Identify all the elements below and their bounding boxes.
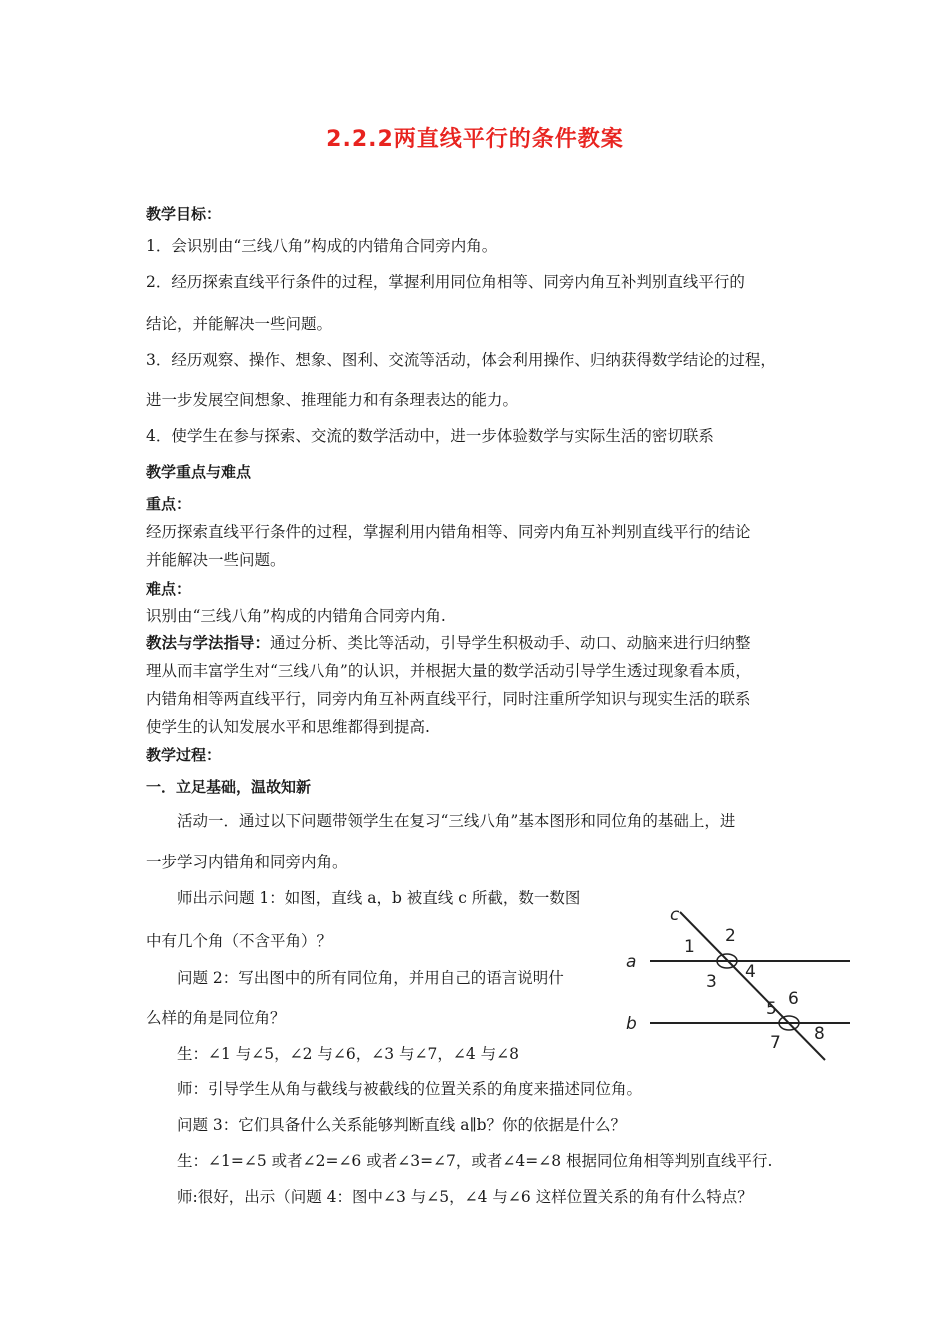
method-label: 教法与学法指导： — [146, 634, 271, 652]
difficult-heading: 难点： — [146, 580, 192, 598]
objective-2-line-2: 结论，并能解决一些问题。 — [146, 315, 333, 333]
angle-label-3: 3 — [706, 972, 717, 992]
objectives-heading: 教学目标： — [146, 205, 222, 223]
question-1-line-1: 师出示问题 1：如图，直线 a，b 被直线 c 所截，数一数图 — [177, 889, 581, 907]
angle-label-8: 8 — [814, 1024, 825, 1044]
label-line-a: a — [626, 952, 637, 972]
key-difficult-heading: 教学重点与难点 — [146, 463, 252, 481]
method-line-1 — [146, 633, 751, 653]
angle-label-6: 6 — [788, 989, 799, 1009]
method-line-2: 理从而丰富学生对“三线八角”的认识，并根据大量的数学活动引导学生透过现象看本质， — [146, 662, 751, 680]
method-line-4: 使学生的认知发展水平和思维都得到提高. — [146, 718, 430, 736]
key-text-line-1: 经历探索直线平行条件的过程，掌握利用内错角相等、同旁内角互补判别直线平行的结论 — [146, 523, 751, 541]
angle-label-4: 4 — [745, 962, 756, 982]
section-1-heading: 一．立足基础，温故知新 — [146, 778, 312, 796]
angle-label-1: 1 — [684, 937, 695, 957]
key-text-line-2: 并能解决一些问题。 — [146, 551, 286, 569]
difficult-text: 识别由“三线八角”构成的内错角合同旁内角. — [146, 607, 446, 625]
answer-2: 生：∠1 与∠5，∠2 与∠6，∠3 与∠7，∠4 与∠8 — [177, 1045, 519, 1063]
line-c — [680, 912, 825, 1060]
angle-label-2: 2 — [725, 926, 736, 946]
objective-2-line-1: 2．经历探索直线平行条件的过程，掌握利用同位角相等、同旁内角互补判别直线平行的 — [146, 273, 745, 291]
parallel-lines-figure — [612, 900, 857, 1080]
question-3: 问题 3：它们具备什么关系能够判断直线 a∥b？你的依据是什么？ — [177, 1116, 627, 1134]
label-line-c: c — [670, 905, 680, 925]
answer-3: 生：∠1=∠5 或者∠2=∠6 或者∠3=∠7，或者∠4=∠8 根据同位角相等判别直线平行. — [177, 1152, 773, 1170]
method-text-1: 通过分析、类比等活动，引导学生积极动手、动口、动脑来进行归纳整 — [270, 634, 751, 652]
activity-1-line-2: 一步学习内错角和同旁内角。 — [146, 853, 348, 871]
objective-1: 1．会识别由“三线八角”构成的内错角合同旁内角。 — [146, 237, 498, 255]
activity-1-line-1: 活动一．通过以下问题带领学生在复习“三线八角”基本图形和同位角的基础上，进 — [177, 812, 736, 830]
question-2-line-2: 么样的角是同位角？ — [146, 1009, 286, 1027]
objective-4: 4．使学生在参与探索、交流的数学活动中，进一步体验数学与实际生活的密切联系 — [146, 427, 714, 445]
angle-label-7: 7 — [770, 1033, 781, 1053]
question-2-line-1: 问题 2：写出图中的所有同位角，并用自己的语言说明什 — [177, 969, 564, 987]
angle-label-5: 5 — [766, 999, 777, 1019]
teacher-question-4: 师:很好，出示（问题 4：图中∠3 与∠5，∠4 与∠6 这样位置关系的角有什么特点？ — [177, 1188, 753, 1206]
key-heading: 重点： — [146, 495, 192, 513]
process-heading: 教学过程： — [146, 746, 222, 764]
page-title: 2.2.2两直线平行的条件教案 — [326, 127, 624, 152]
teacher-note-2: 师：引导学生从角与截线与被截线的位置关系的角度来描述同位角。 — [177, 1080, 643, 1098]
question-1-line-2: 中有几个角（不含平角）？ — [146, 932, 333, 950]
label-line-b: b — [626, 1014, 637, 1034]
objective-3-line-2: 进一步发展空间想象、推理能力和有条理表达的能力。 — [146, 391, 519, 409]
objective-3-line-1: 3．经历观察、操作、想象、图利、交流等活动，体会利用操作、归纳获得数学结论的过程， — [146, 351, 776, 369]
method-line-3: 内错角相等两直线平行，同旁内角互补两直线平行，同时注重所学知识与现实生活的联系 — [146, 690, 751, 708]
